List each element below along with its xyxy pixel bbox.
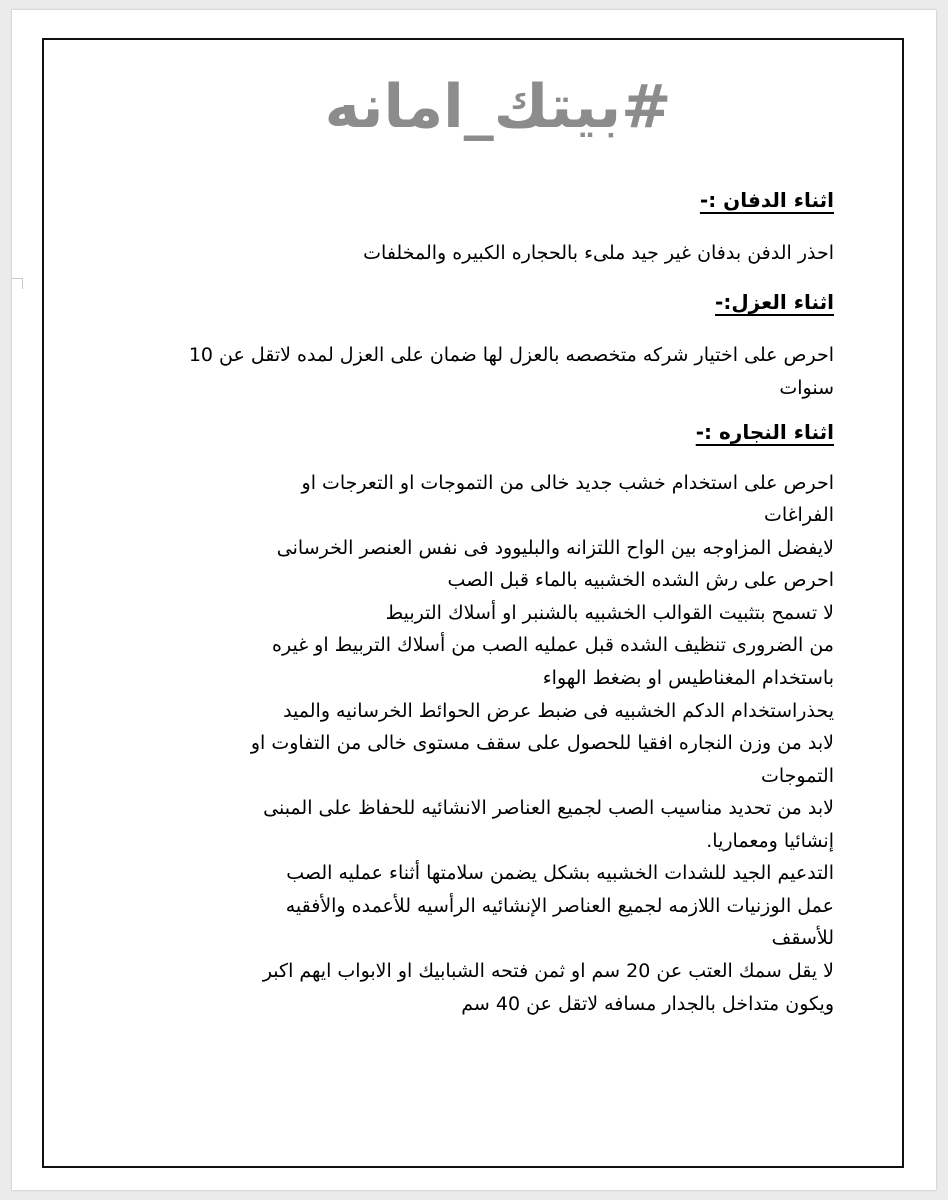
section-line: من الضرورى تنظيف الشده قبل عمليه الصب من أسلاك التربيط او غيره: [272, 634, 834, 656]
section-heading-backfill: اثناء الدفان :-: [699, 188, 834, 212]
section-line: عمل الوزنيات اللازمه لجميع العناصر الإنشائيه الرأسيه للأعمده والأفقيه: [285, 895, 834, 917]
document-title: #بيتك_امانه: [324, 72, 672, 142]
section-line: للأسقف: [771, 927, 834, 949]
section-heading-carpentry: اثناء النجاره :-: [695, 420, 834, 444]
section-line: يحذراستخدام الدكم الخشبيه فى ضبط عرض الحوائط الخرسانيه والميد: [283, 700, 834, 722]
section-line: لايفضل المزاوجه بين الواح اللتزانه والبليوود فى نفس العنصر الخرسانى: [276, 537, 834, 559]
section-line: لابد من وزن النجاره افقيا للحصول على سقف مستوى خالى من التفاوت او: [250, 732, 834, 754]
section-line: سنوات: [779, 377, 834, 399]
page-fold-mark: [12, 278, 23, 289]
section-line: احرص على رش الشده الخشبيه بالماء قبل الصب: [447, 569, 834, 591]
section-line: لا تسمح بتثبيت القوالب الخشبيه بالشنبر او أسلاك التربيط: [385, 602, 834, 624]
section-heading-insulation: اثناء العزل:-: [715, 290, 834, 314]
document-page: [12, 10, 936, 1190]
section-line: احرص على اختيار شركه متخصصه بالعزل لها ضمان على العزل لمده لاتقل عن 10: [188, 344, 834, 366]
section-line: التموجات: [760, 765, 834, 787]
section-line: احرص على استخدام خشب جديد خالى من التموجات او التعرجات او: [301, 472, 834, 494]
section-line: باستخدام المغناطيس او بضغط الهواء: [542, 667, 834, 689]
section-line: ويكون متداخل بالجدار مسافه لاتقل عن 40 سم: [461, 993, 834, 1015]
section-line: لابد من تحديد مناسيب الصب لجميع العناصر الانشائيه للحفاظ على المبنى: [263, 797, 834, 819]
section-line: احذر الدفن بدفان غير جيد ملىء بالحجاره الكبيره والمخلفات: [363, 242, 834, 264]
section-line: لا يقل سمك العتب عن 20 سم او ثمن فتحه الشبابيك او الابواب ايهم اكبر: [262, 960, 834, 982]
section-line: الفراغات: [763, 504, 834, 526]
section-line: إنشائيا ومعماريا.: [706, 830, 834, 852]
section-line: التدعيم الجيد للشدات الخشبيه بشكل يضمن سلامتها أثناء عمليه الصب: [286, 862, 834, 884]
